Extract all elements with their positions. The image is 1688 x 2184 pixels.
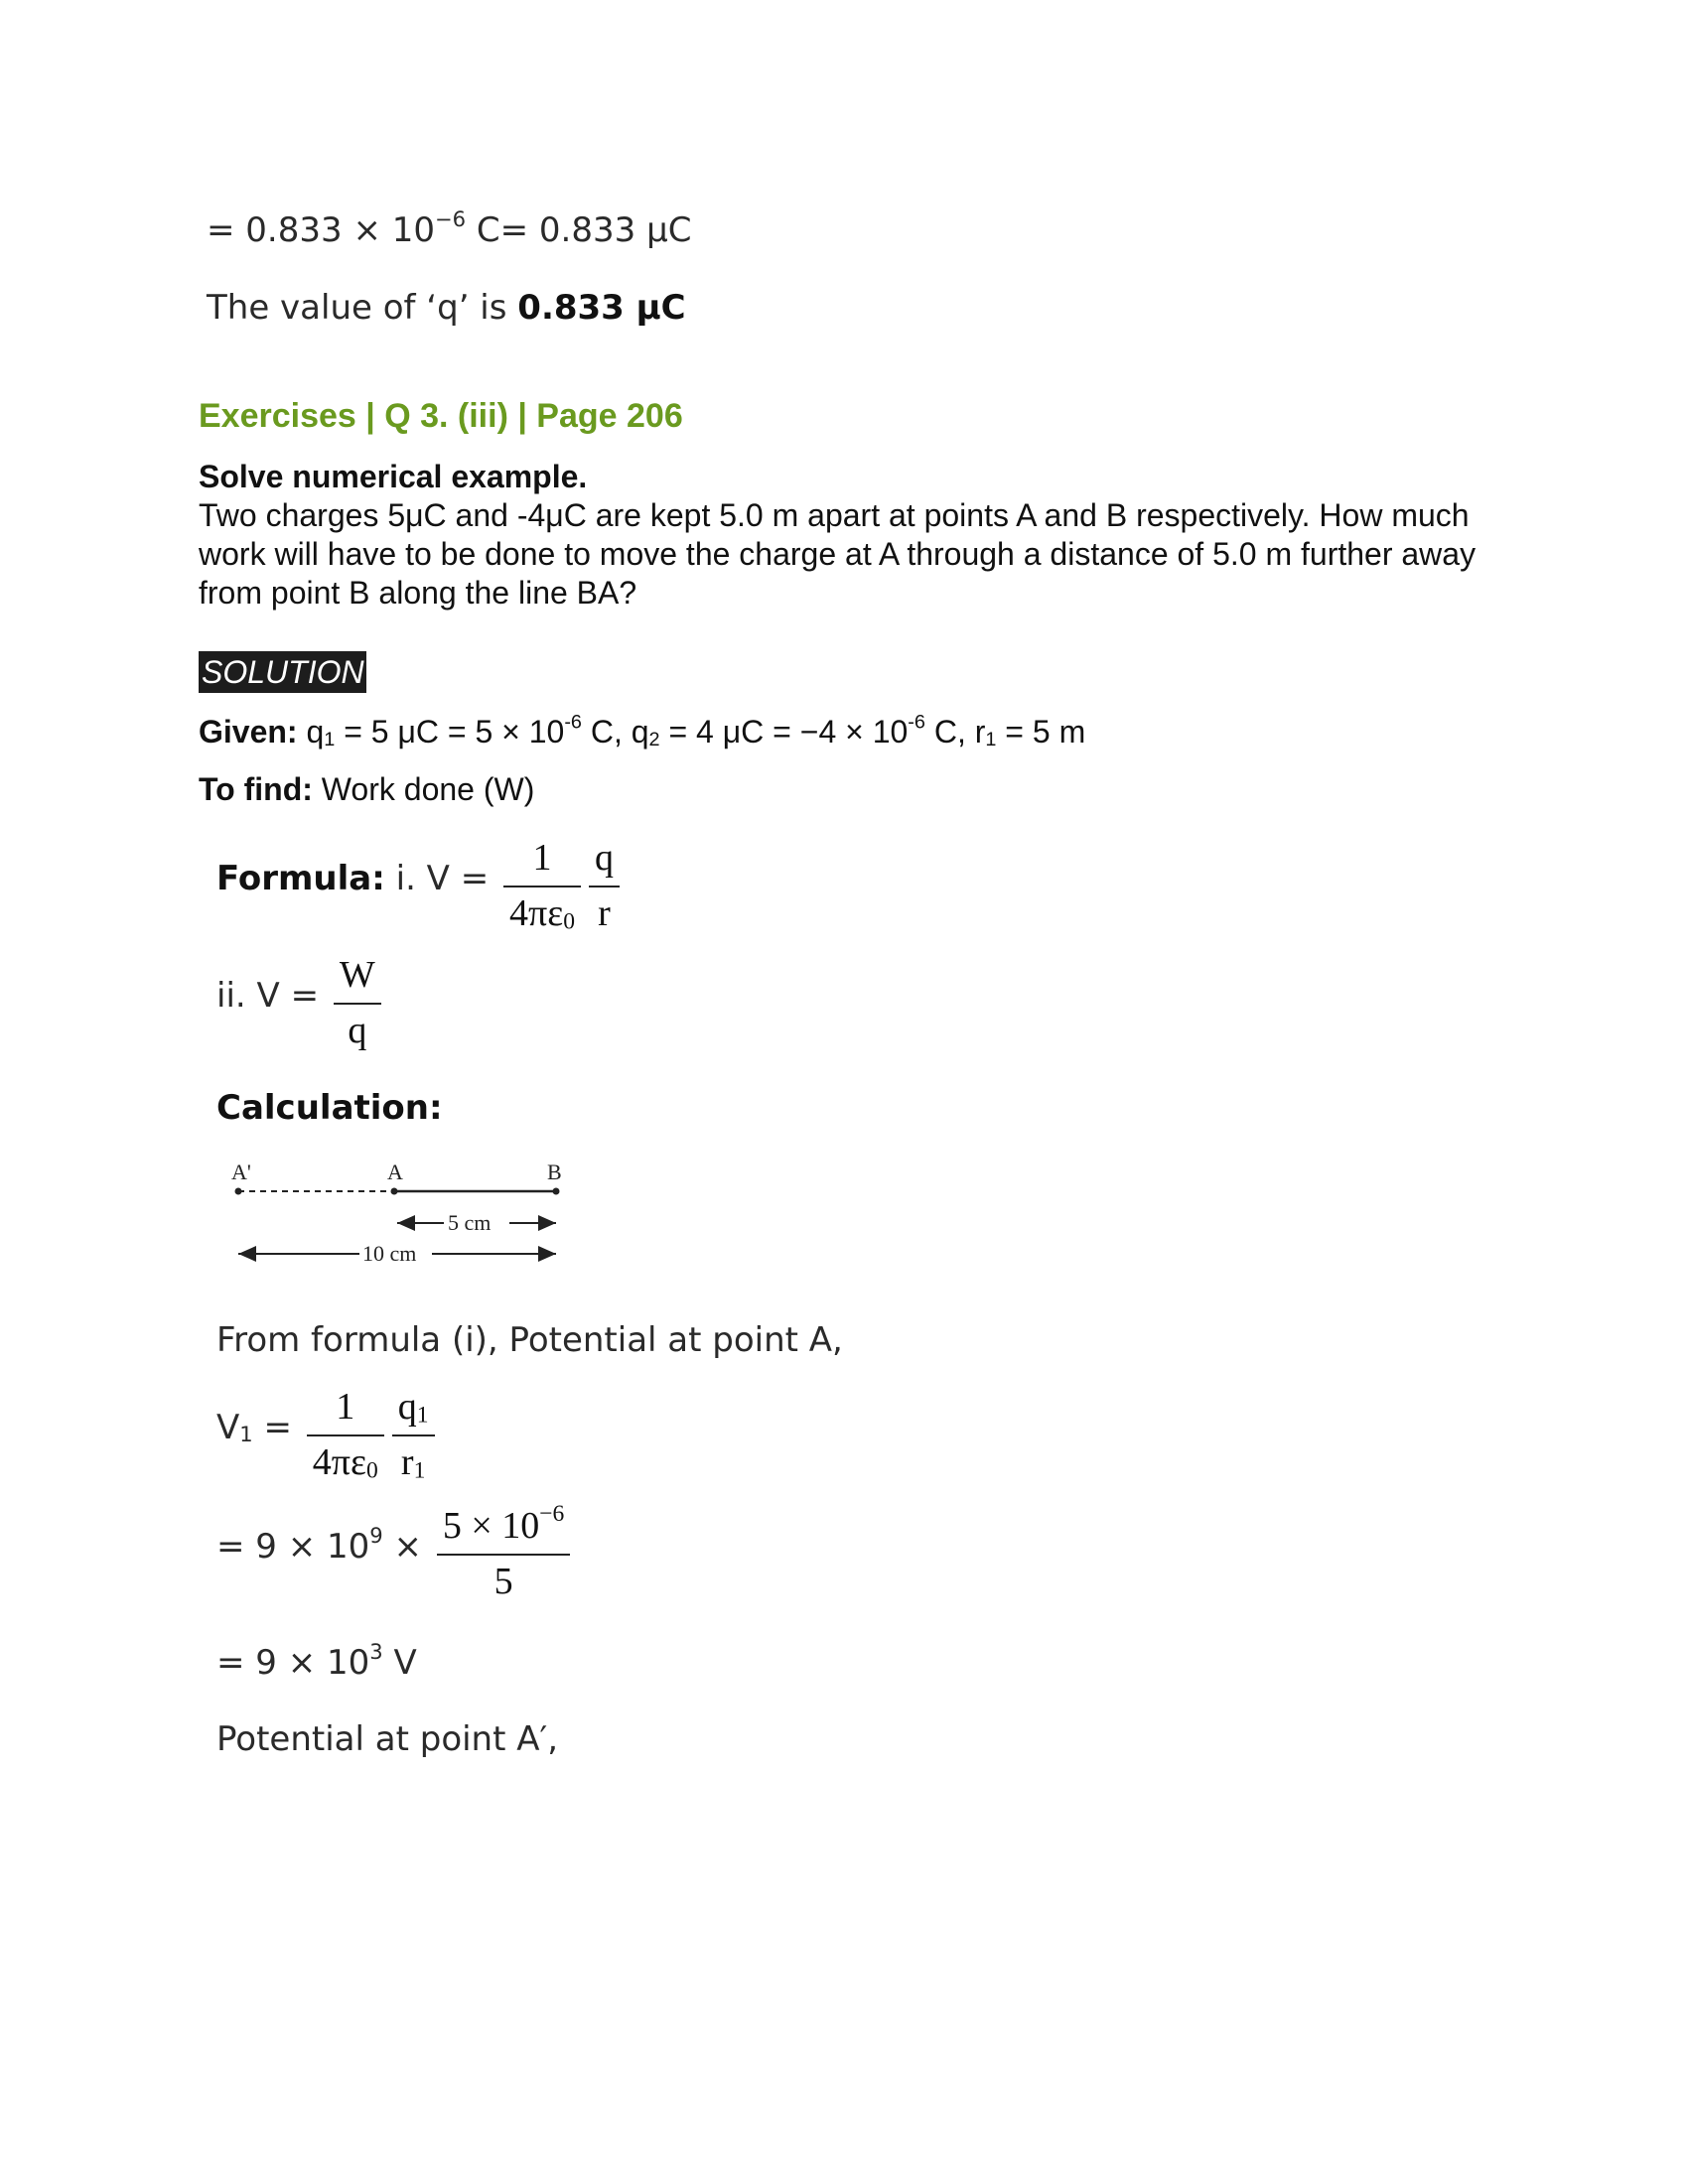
v1-frac1 (307, 1385, 384, 1484)
formula-i-lead: i. V = (384, 859, 500, 899)
step2-frac (437, 1501, 571, 1603)
v1-frac2-num (392, 1385, 435, 1436)
charge-position-diagram (223, 1152, 581, 1281)
step2-num (437, 1501, 571, 1556)
given-r: C, r (924, 714, 986, 750)
question-prompt: Solve numerical example. (199, 459, 588, 494)
v1-frac2 (392, 1385, 435, 1484)
v1-frac1-den (307, 1436, 384, 1484)
label-a: A (387, 1160, 403, 1184)
to-find-text: Work done (W) (312, 771, 535, 807)
v1-frac1-num: 1 (307, 1385, 384, 1436)
label-a-prime: A' (231, 1160, 251, 1184)
label-10cm: 10 cm (362, 1241, 417, 1266)
frac1-den (503, 887, 581, 935)
step2-num-exp: −6 (539, 1501, 565, 1528)
question-heading[interactable]: Exercises | Q 3. (iii) | Page 206 (199, 397, 683, 435)
solution-badge-label: SOLUTION (199, 651, 366, 693)
calculation-label: Calculation: (216, 1088, 443, 1128)
prev-value-text: The value of ‘q’ is (207, 288, 518, 328)
formula-ii-num: W (334, 953, 381, 1005)
frac2-den: r (598, 892, 611, 934)
prev-result-line (207, 205, 692, 250)
prev-result-exp: −6 (435, 205, 467, 231)
step3-post: V (382, 1643, 417, 1683)
formula-ii-frac (334, 953, 381, 1052)
formula-ii (216, 953, 385, 1052)
prev-value-line (207, 288, 686, 328)
step3-pre: = 9 × 10 (216, 1643, 370, 1683)
given-q1-sub: 1 (324, 728, 336, 751)
frac2-num: q (589, 836, 620, 887)
step2-equation (216, 1501, 574, 1603)
potential-a-prime-line: Potential at point A′, (216, 1719, 559, 1759)
v1-sub: 1 (239, 1422, 253, 1447)
v1-eq: = (252, 1408, 303, 1448)
step2-num-text: 5 × 10 (442, 1505, 540, 1547)
formula-i-frac2 (589, 836, 620, 935)
step2-lhs (216, 1523, 433, 1568)
frac1-num: 1 (503, 836, 581, 887)
v1-symbol: V (216, 1408, 240, 1448)
from-formula-line: From formula (i), Potential at point A, (216, 1320, 843, 1360)
step2-exp: 9 (369, 1523, 383, 1549)
formula-label: Formula: (216, 859, 385, 899)
given-q2-sub: 2 (648, 728, 660, 751)
v1-r: r (400, 1441, 414, 1483)
v1-q: q (397, 1386, 417, 1428)
formula-ii-den: q (348, 1010, 367, 1051)
v1-equation (216, 1385, 439, 1484)
solution-badge (199, 651, 366, 693)
v1-four-pi-eps: 4πε (312, 1441, 366, 1483)
given-q1-val: = 5 μC = 5 × 10 (335, 714, 565, 750)
prev-value-bold: 0.833 μC (517, 288, 686, 328)
given-q2-exp: -6 (908, 711, 925, 734)
step3-exp: 3 (369, 1638, 383, 1664)
step2-den: 5 (493, 1561, 513, 1602)
question-text: Two charges 5μC and -4μC are kept 5.0 m apart at points A and B respectively. How much work will have to be done to move the charge at A through a distance of 5.0 m further away from point B along the line BA? (199, 497, 1477, 611)
v1-r-sub: 1 (413, 1457, 426, 1484)
given-line (199, 713, 1085, 751)
formula-i (216, 836, 624, 935)
given-q2-val: = 4 μC = −4 × 10 (659, 714, 909, 750)
to-find-label: To find: (199, 771, 313, 807)
label-b: B (547, 1160, 562, 1184)
eps-sub: 0 (563, 908, 575, 935)
v1-frac2-den (392, 1436, 435, 1484)
step2-times: × (382, 1527, 433, 1568)
v1-q-sub: 1 (416, 1402, 429, 1429)
v1-eps-sub: 0 (365, 1457, 378, 1484)
v1-lhs (216, 1408, 303, 1447)
prev-result-pre: = 0.833 × 10 (207, 210, 435, 250)
step3-line (216, 1638, 417, 1683)
four-pi-eps: 4πε (509, 892, 564, 934)
prev-result-post: C= 0.833 μC (466, 210, 692, 250)
point-b (553, 1188, 560, 1195)
given-r-sub: 1 (985, 728, 997, 751)
formula-ii-lead: ii. V = (216, 976, 330, 1017)
given-r-val: = 5 m (996, 714, 1086, 750)
formula-i-frac1 (503, 836, 581, 935)
label-5cm: 5 cm (448, 1210, 492, 1235)
given-q1-exp: -6 (564, 711, 582, 734)
point-a-prime (235, 1188, 242, 1195)
to-find-line (199, 770, 534, 809)
given-q2: C, q (581, 714, 649, 750)
step2-pre: = 9 × 10 (216, 1527, 370, 1568)
given-q1: q (297, 714, 325, 750)
point-a (391, 1188, 398, 1195)
given-label: Given: (199, 714, 298, 750)
